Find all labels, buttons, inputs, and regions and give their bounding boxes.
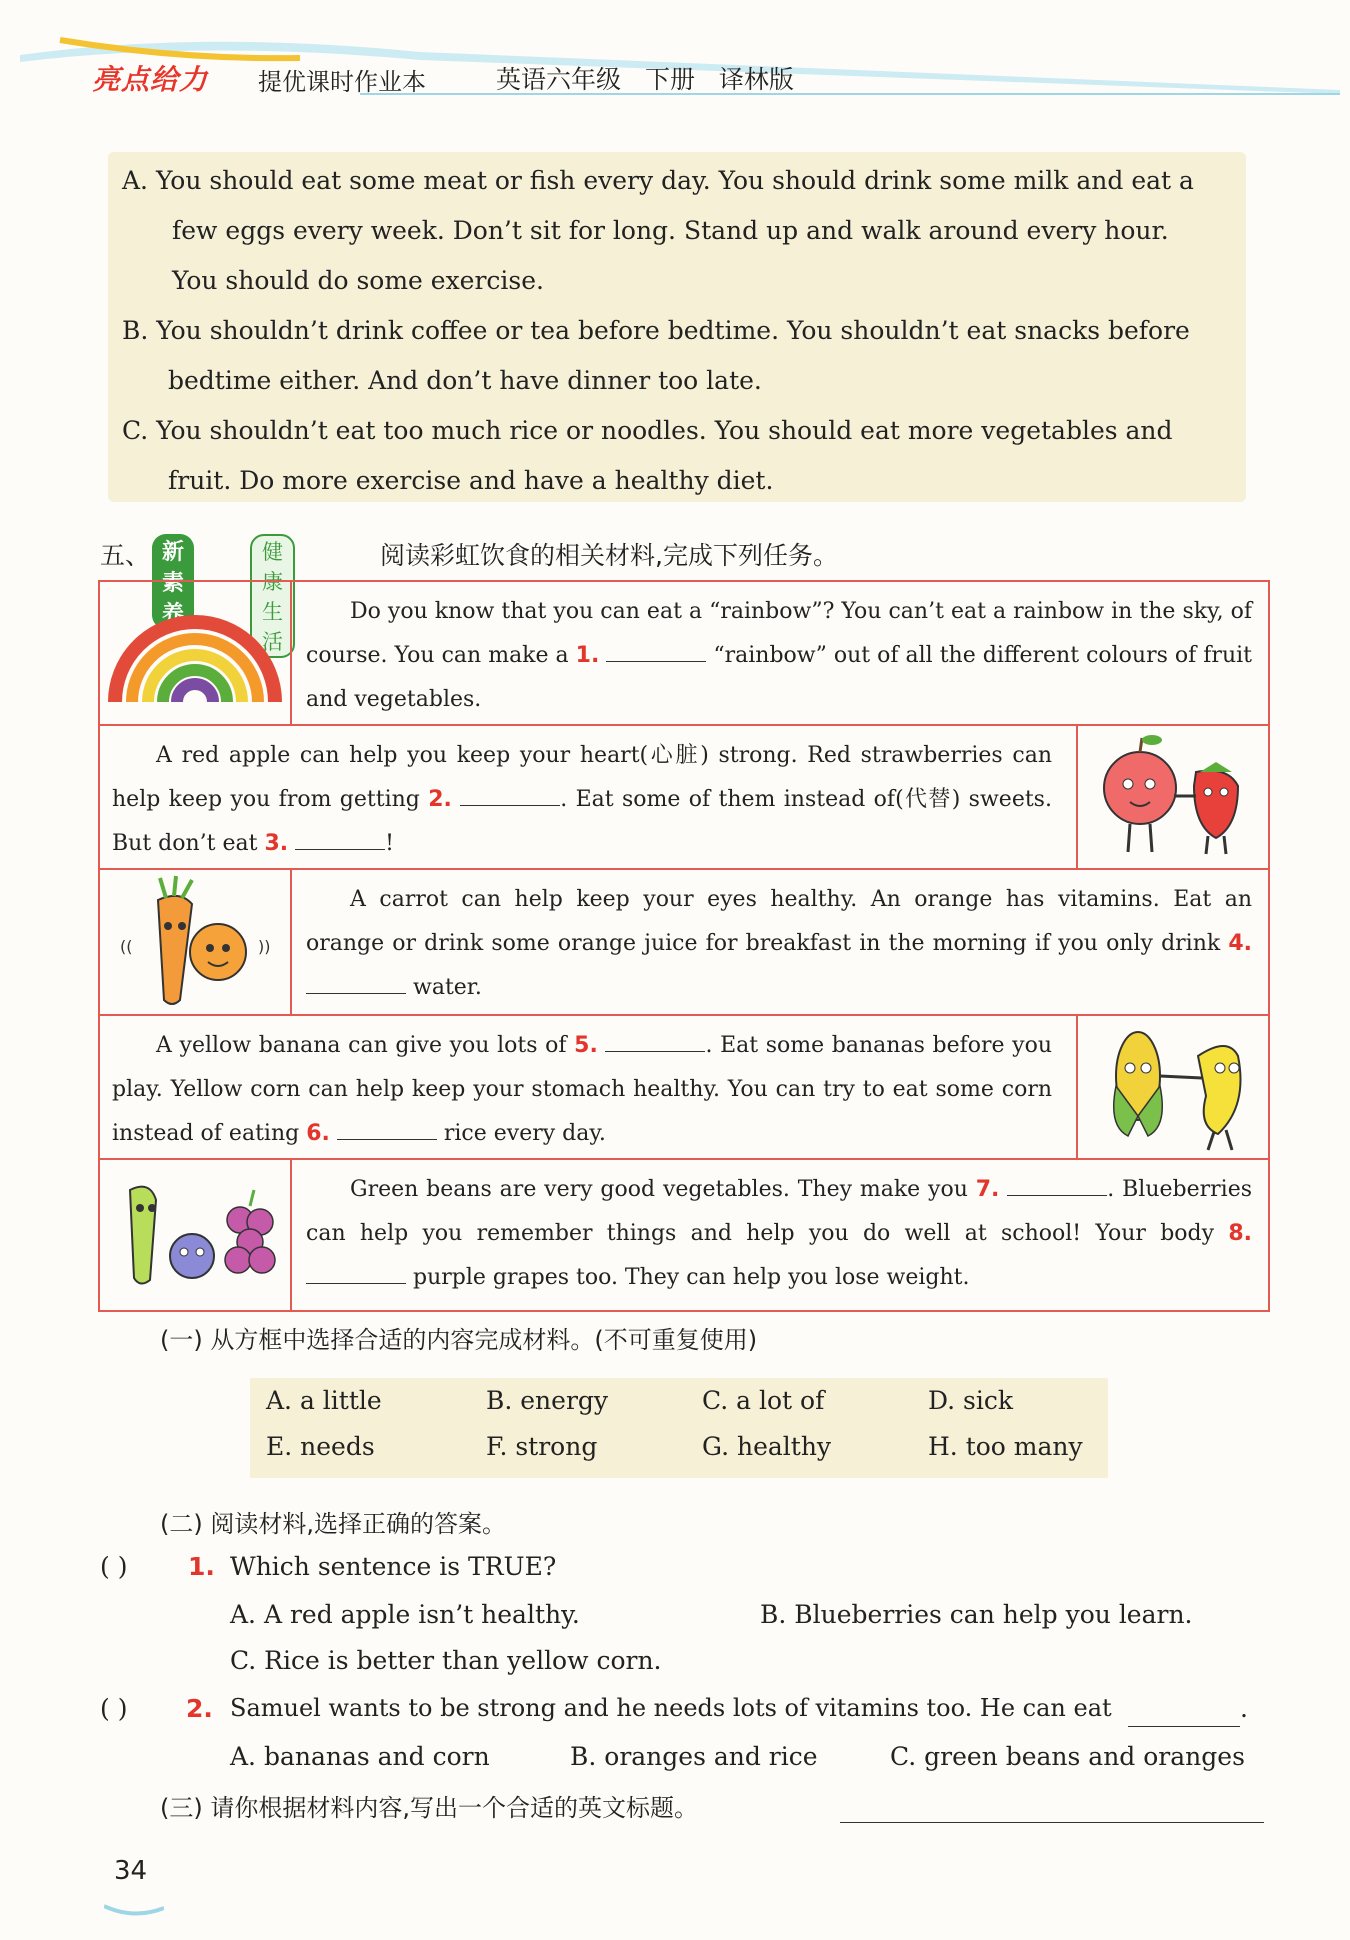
- option-c-line1: C. You shouldn’t eat too much rice or noodles. You should eat more vegetables and: [122, 416, 1173, 445]
- question-2-period: .: [1240, 1694, 1248, 1723]
- svg-text:((: ((: [120, 937, 133, 956]
- part-three-instruction: (三) 请你根据材料内容,写出一个合适的英文标题。: [160, 1794, 698, 1822]
- blank-4[interactable]: [306, 971, 406, 994]
- svg-text:)): )): [258, 937, 271, 956]
- page-number: 34: [114, 1856, 148, 1886]
- choice-h: H. too many: [928, 1432, 1083, 1461]
- section-number: 五、: [100, 541, 151, 570]
- apple-strawberry-illustration: [1076, 726, 1268, 868]
- choice-a: A. a little: [266, 1386, 382, 1415]
- choice-e: E. needs: [266, 1432, 375, 1461]
- material-row-rainbow: [100, 582, 1268, 726]
- paragraph-beans: Green beans are very good vegetables. They make you 7. . Blueberries can help you remember things and help you do well at school! Your body 8. purple grapes too. They can help you lose weight.: [306, 1168, 1252, 1300]
- option-b-line1: B. You shouldn’t drink coffee or tea before bedtime. You shouldn’t eat snacks before: [122, 316, 1190, 345]
- paragraph-carrot: A carrot can help keep your eyes healthy. An orange has vitamins. Eat an orange or drink some orange juice for breakfast in the morning if you only drink 4. water.: [306, 887, 1252, 1000]
- word-choice-box: [250, 1378, 1108, 1478]
- blank-2[interactable]: [460, 783, 560, 806]
- choice-g: G. healthy: [702, 1432, 832, 1461]
- blank-number-4: 4.: [1228, 931, 1252, 956]
- header-subtitle: 提优课时作业本: [258, 68, 426, 96]
- question-2-option-b: B. oranges and rice: [570, 1742, 818, 1771]
- blank-5[interactable]: [605, 1029, 705, 1052]
- blank-number-5: 5.: [574, 1033, 598, 1058]
- choice-c: C. a lot of: [702, 1386, 825, 1415]
- blank-number-2: 2.: [428, 787, 452, 812]
- new-literacy-badge: 新素养: [152, 534, 194, 629]
- question-2-blank[interactable]: [1128, 1726, 1240, 1727]
- material-row-banana: [100, 1016, 1268, 1160]
- blank-number-6: 6.: [306, 1121, 330, 1146]
- healthy-life-badge: 健康生活: [250, 534, 295, 658]
- advice-options-box: [108, 152, 1246, 502]
- question-1-number: 1.: [188, 1552, 215, 1581]
- rainbow-diet-material: [98, 580, 1270, 1312]
- part-one-instruction: (一) 从方框中选择合适的内容完成材料。(不可重复使用): [160, 1326, 758, 1354]
- blank-number-3: 3.: [264, 831, 289, 856]
- question-2-number: 2.: [186, 1694, 213, 1723]
- question-2-option-a: A. bananas and corn: [230, 1742, 490, 1771]
- material-row-carrot: [100, 870, 1268, 1016]
- material-row-apple: [100, 726, 1268, 870]
- question-1-option-c: C. Rice is better than yellow corn.: [230, 1646, 662, 1675]
- blank-3[interactable]: [295, 827, 385, 850]
- blank-number-8: 8.: [1228, 1221, 1252, 1246]
- option-a-line3: You should do some exercise.: [172, 266, 544, 295]
- page-corner-decoration: [104, 1896, 164, 1926]
- question-1-option-b: B. Blueberries can help you learn.: [760, 1600, 1193, 1629]
- brand-logo-text: 亮点给力: [92, 63, 209, 96]
- paragraph-rainbow: Do you know that you can eat a “rainbow”? You can’t eat a rainbow in the sky, of course. You can make a 1. “rainbow” out of all the different colours of fruit and vegetables.: [306, 599, 1252, 712]
- carrot-orange-illustration: [100, 870, 292, 1014]
- question-1-option-a: A. A red apple isn’t healthy.: [230, 1600, 580, 1629]
- choice-f: F. strong: [486, 1432, 598, 1461]
- rainbow-food-illustration: [100, 582, 292, 724]
- choice-b: B. energy: [486, 1386, 609, 1415]
- question-2-answer-bracket[interactable]: ( ): [100, 1694, 128, 1723]
- blank-8[interactable]: [306, 1261, 406, 1284]
- material-row-beans: [100, 1160, 1268, 1310]
- beans-blueberry-grapes-illustration: [100, 1160, 292, 1310]
- option-c-line2: fruit. Do more exercise and have a healthy diet.: [168, 466, 774, 495]
- paragraph-apple: A red apple can help you keep your heart(心脏) strong. Red strawberries can help keep you from getting 2. . Eat some of them instead of(代替) sweets. But don’t eat 3. !: [112, 743, 1052, 856]
- blank-6[interactable]: [337, 1117, 437, 1140]
- blank-number-1: 1.: [575, 643, 600, 668]
- part-two-instruction: (二) 阅读材料,选择正确的答案。: [160, 1510, 506, 1538]
- blank-7[interactable]: [1007, 1173, 1107, 1196]
- page-header: [0, 0, 1350, 120]
- option-b-line2: bedtime either. And don’t have dinner too late.: [168, 366, 762, 395]
- header-book-info: 英语六年级 下册 译林版: [496, 65, 794, 94]
- section-title: 阅读彩虹饮食的相关材料,完成下列任务。: [380, 541, 838, 570]
- paragraph-banana: A yellow banana can give you lots of 5. . Eat some bananas before you play. Yellow corn can help keep your stomach healthy. You can try to eat some corn instead of eating 6. rice every day.: [112, 1024, 1052, 1156]
- blank-1[interactable]: [606, 639, 706, 662]
- title-answer-line[interactable]: [840, 1822, 1264, 1823]
- option-a-line2: few eggs every week. Don’t sit for long. Stand up and walk around every hour.: [172, 216, 1169, 245]
- corn-banana-illustration: [1076, 1016, 1268, 1158]
- question-1-answer-bracket[interactable]: ( ): [100, 1552, 128, 1581]
- question-2-text: Samuel wants to be strong and he needs lots of vitamins too. He can eat: [230, 1694, 1112, 1722]
- question-2-option-c: C. green beans and oranges: [890, 1742, 1245, 1771]
- choice-d: D. sick: [928, 1386, 1014, 1415]
- option-a-line1: A. You should eat some meat or fish every day. You should drink some milk and eat a: [122, 166, 1194, 195]
- question-1-text: Which sentence is TRUE?: [230, 1552, 557, 1581]
- blank-number-7: 7.: [975, 1177, 1000, 1202]
